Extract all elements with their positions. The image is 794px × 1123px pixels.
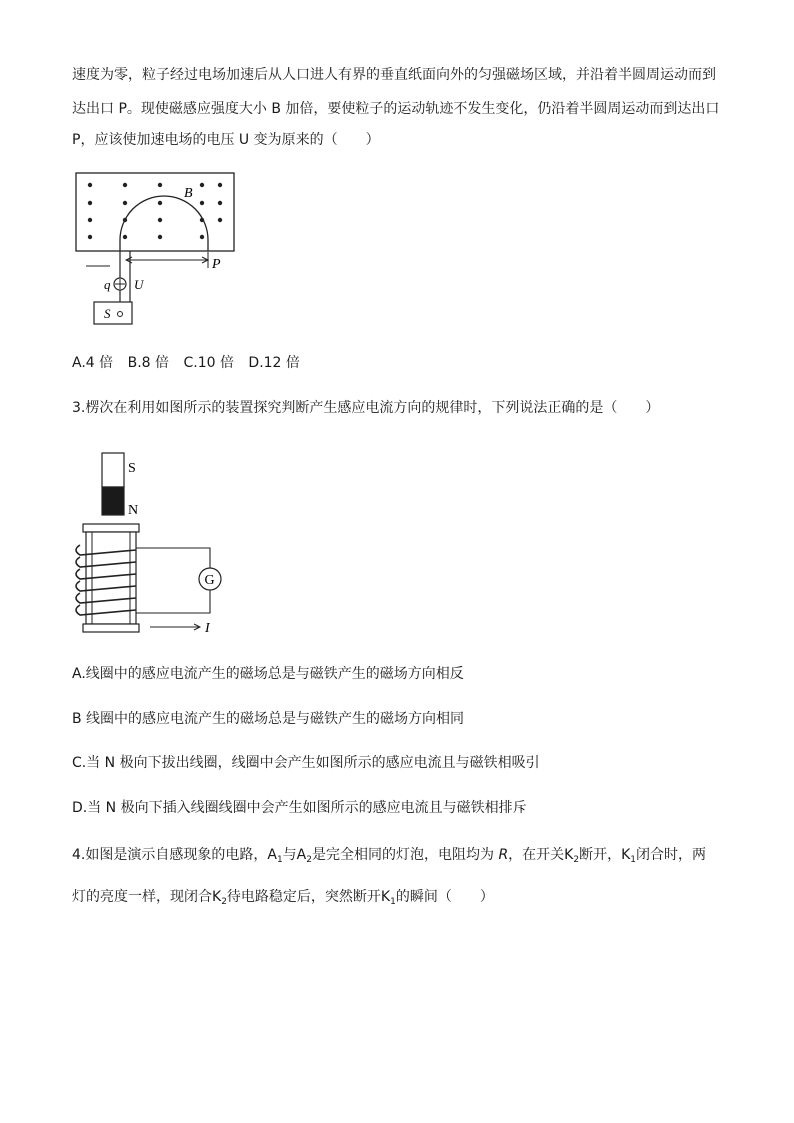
q3-option-d[interactable]: D.当 N 极向下插入线圈线圈中会产生如图所示的感应电流且与磁铁相排斥 xyxy=(72,800,527,816)
q3-figure xyxy=(66,448,236,643)
q2-option-d[interactable]: D.12 倍 xyxy=(248,355,300,371)
q3-stem: 3.楞次在利用如图所示的装置探究判断产生感应电流方向的规律时，下列说法正确的是（ ） xyxy=(72,400,660,416)
semicircle-path xyxy=(120,196,208,251)
field-dots xyxy=(88,183,222,239)
label-I: I xyxy=(205,621,210,636)
q2-options xyxy=(72,353,310,373)
q2-option-a[interactable]: A.4 倍 xyxy=(72,355,114,371)
q2-stem-line-2: 达出口 P。现使磁感应强度大小 B 加倍，要使粒子的运动轨迹不发生变化，仍沿着半圆周运动而到达出口 xyxy=(72,101,720,117)
q2-stem-line-1: 速度为零，粒子经过电场加速后从人口进人有界的垂直纸面向外的匀强磁场区域，并沿着半圆周运动而到 xyxy=(72,67,716,83)
q3-option-b[interactable]: B 线圈中的感应电流产生的磁场总是与磁铁产生的磁场方向相同 xyxy=(72,711,465,727)
q3-option-a[interactable]: A.线圈中的感应电流产生的磁场总是与磁铁产生的磁场方向相反 xyxy=(72,666,464,682)
magnet-s-pole xyxy=(102,453,124,487)
label-q: q xyxy=(104,277,111,292)
field-region xyxy=(76,173,234,251)
q3-option-c[interactable]: C.当 N 极向下拔出线圈，线圈中会产生如图所示的感应电流且与磁铁相吸引 xyxy=(72,755,540,771)
label-P: P xyxy=(212,257,221,272)
q4-stem-line-2: 灯的亮度一样，现闭合$K_2$待电路稳定后，突然断开$K_1$的瞬间（ ） xyxy=(72,889,494,907)
wire-bottom xyxy=(136,590,210,613)
coil-top-cap xyxy=(83,524,139,532)
q2-option-c[interactable]: C.10 倍 xyxy=(183,355,234,371)
q4-stem-line-1: 4.如图是演示自感现象的电路，$A_1$与$A_2$是完全相同的灯泡，电阻均为 R，在开关$K_2$断开，$K_1$闭合时，两 xyxy=(72,847,707,865)
label-S-pole: S xyxy=(128,461,136,476)
wire-top xyxy=(136,548,210,568)
coil-bottom-cap xyxy=(83,624,139,632)
magnet-n-pole xyxy=(102,487,124,515)
q2-figure xyxy=(60,168,250,338)
source-box xyxy=(94,302,132,324)
q2-option-b[interactable]: B.8 倍 xyxy=(127,355,170,371)
label-U: U xyxy=(134,277,144,292)
label-B: B xyxy=(184,186,193,201)
label-S: S xyxy=(104,306,111,321)
label-G: G xyxy=(204,573,215,588)
q2-stem-line-3: P，应该使加速电场的电压 U 变为原来的（ ） xyxy=(72,132,380,148)
label-N-pole: N xyxy=(128,503,139,518)
